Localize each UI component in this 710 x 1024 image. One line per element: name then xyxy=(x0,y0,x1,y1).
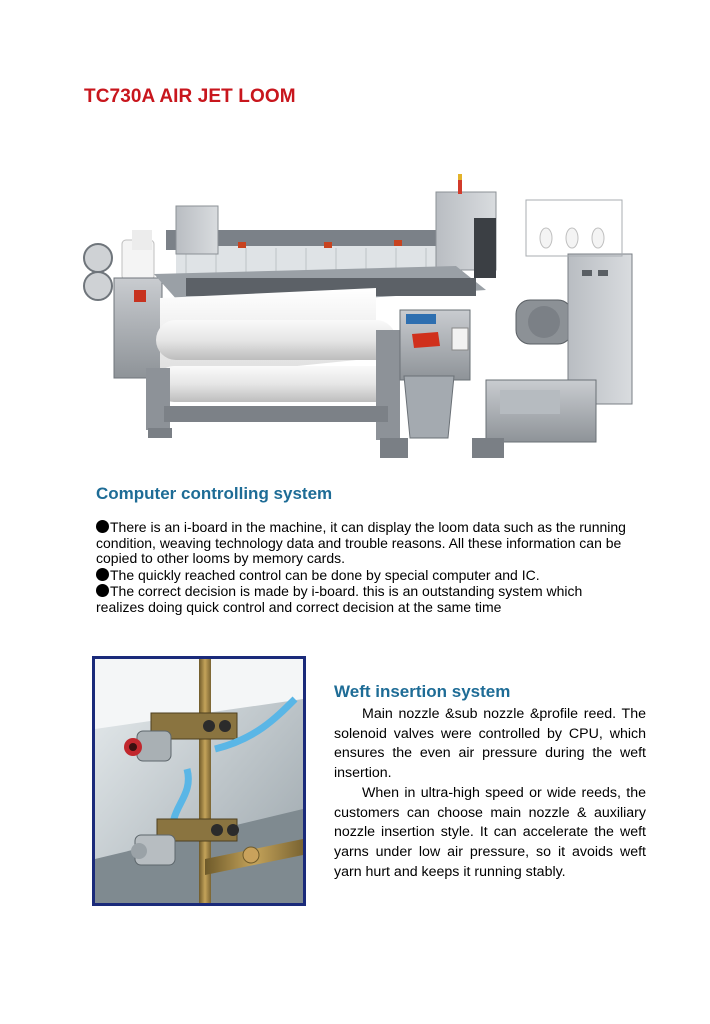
computer-bullet-list xyxy=(96,520,626,616)
bullet-text: There is an i-board in the machine, it can display the loom data such as the running condition, weaving technology data and trouble reasons. All these information can be copied to other looms by memory cards. xyxy=(96,519,626,566)
bullet-dot-icon xyxy=(96,584,109,597)
weft-section-heading: Weft insertion system xyxy=(334,682,511,701)
bullet-dot-icon xyxy=(96,520,109,533)
bullet-dot-icon xyxy=(96,568,109,581)
computer-section-heading: Computer controlling system xyxy=(96,484,333,503)
bullet-item xyxy=(96,584,626,615)
page-title: TC730A AIR JET LOOM xyxy=(84,86,296,107)
nozzle-photo xyxy=(95,659,303,903)
bullet-item xyxy=(96,520,626,567)
weft-paragraph: Main nozzle &sub nozzle &profile reed. The solenoid valves were controlled by CPU, which ensures the even air pressure during the weft insertion. xyxy=(334,706,646,782)
nozzle-photo-frame xyxy=(92,656,306,906)
weft-body-text xyxy=(334,705,646,882)
loom-machine-photo xyxy=(76,170,640,476)
weft-paragraph: When in ultra-high speed or wide reeds, the customers can choose main nozzle & auxiliary nozzle insertion style. It can accelerate the weft yarns under low air pressure, so it avoids weft yarn hurt and keeps it running stably. xyxy=(334,784,646,880)
bullet-item xyxy=(96,568,626,584)
bullet-text: The correct decision is made by i-board. this is an outstanding system which realizes doing quick control and correct decision at the same time xyxy=(96,583,583,615)
bullet-text: The quickly reached control can be done by special computer and IC. xyxy=(110,566,540,583)
